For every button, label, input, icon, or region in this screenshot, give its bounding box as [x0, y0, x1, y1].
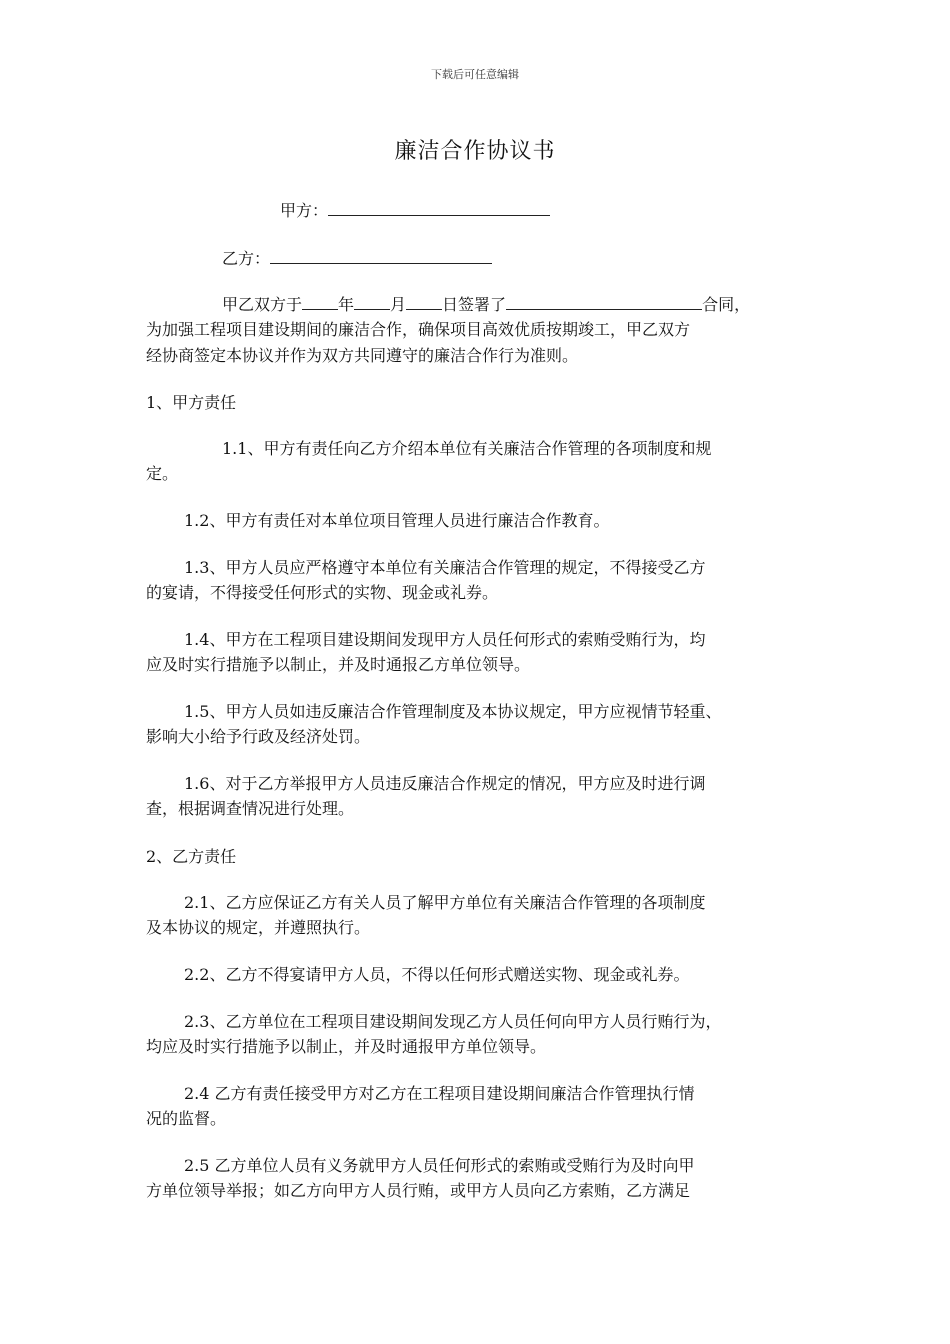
clause-1-5: 1.5、甲方人员如违反廉洁合作管理制度及本协议规定，甲方应视情节轻重、	[184, 702, 722, 721]
intro-text: 日签署了	[442, 295, 507, 314]
clause-2-5-cont: 方单位领导举报；如乙方向甲方人员行贿，或甲方人员向乙方索贿，乙方满足	[146, 1181, 691, 1200]
clause-1-6: 1.6、对于乙方举报甲方人员违反廉洁合作规定的情况，甲方应及时进行调	[184, 774, 706, 793]
year-blank[interactable]	[302, 292, 338, 310]
clause-1-5-cont: 影响大小给予行政及经济处罚。	[146, 727, 371, 746]
day-blank[interactable]	[406, 292, 442, 310]
clause-1-3-cont: 的宴请，不得接受任何形式的实物、现金或礼券。	[146, 583, 499, 602]
intro-text: 合同，	[702, 295, 751, 314]
clause-2-4: 2.4 乙方有责任接受甲方对乙方在工程项目建设期间廉洁合作管理执行情	[184, 1084, 695, 1103]
intro-line-2: 为加强工程项目建设期间的廉洁合作，确保项目高效优质按期竣工，甲乙双方	[146, 320, 691, 339]
clause-2-3-cont: 均应及时实行措施予以制止，并及时通报甲方单位领导。	[146, 1037, 547, 1056]
party-a-line	[280, 198, 550, 223]
document-title: 廉洁合作协议书	[394, 139, 556, 164]
intro-line-3: 经协商签定本协议并作为双方共同遵守的廉洁合作行为准则。	[146, 346, 579, 365]
clause-2-1: 2.1、乙方应保证乙方有关人员了解甲方单位有关廉洁合作管理的各项制度	[184, 893, 706, 912]
clause-1-1: 1.1、甲方有责任向乙方介绍本单位有关廉洁合作管理的各项制度和规	[222, 439, 712, 458]
party-b-line	[222, 246, 492, 271]
header-note: 下载后可任意编辑	[431, 68, 519, 81]
month-blank[interactable]	[354, 292, 390, 310]
party-b-label: 乙方：	[222, 249, 271, 268]
clause-1-2: 1.2、甲方有责任对本单位项目管理人员进行廉洁合作教育。	[184, 511, 610, 530]
clause-1-4: 1.4、甲方在工程项目建设期间发现甲方人员任何形式的索贿受贿行为，均	[184, 630, 706, 649]
intro-text: 甲乙双方于	[222, 295, 303, 314]
intro-text: 月	[390, 295, 407, 314]
section-2-heading: 2、乙方责任	[146, 847, 237, 866]
clause-2-5: 2.5 乙方单位人员有义务就甲方人员任何形式的索贿或受贿行为及时向甲	[184, 1156, 695, 1175]
contract-name-blank[interactable]	[506, 292, 702, 310]
intro-line-1	[222, 292, 750, 317]
party-a-label: 甲方：	[280, 201, 329, 220]
clause-1-4-cont: 应及时实行措施予以制止，并及时通报乙方单位领导。	[146, 655, 531, 674]
section-1-heading: 1、甲方责任	[146, 393, 237, 412]
clause-2-3: 2.3、乙方单位在工程项目建设期间发现乙方人员任何向甲方人员行贿行为，	[184, 1012, 722, 1031]
clause-2-2: 2.2、乙方不得宴请甲方人员，不得以任何形式赠送实物、现金或礼券。	[184, 965, 690, 984]
clause-1-1-cont: 定。	[146, 464, 179, 483]
intro-text: 年	[338, 295, 355, 314]
party-a-blank[interactable]	[328, 198, 550, 216]
clause-1-6-cont: 查，根据调查情况进行处理。	[146, 799, 355, 818]
party-b-blank[interactable]	[270, 246, 492, 264]
clause-2-4-cont: 况的监督。	[146, 1109, 227, 1128]
clause-1-3: 1.3、甲方人员应严格遵守本单位有关廉洁合作管理的规定，不得接受乙方	[184, 558, 706, 577]
clause-2-1-cont: 及本协议的规定，并遵照执行。	[146, 918, 371, 937]
